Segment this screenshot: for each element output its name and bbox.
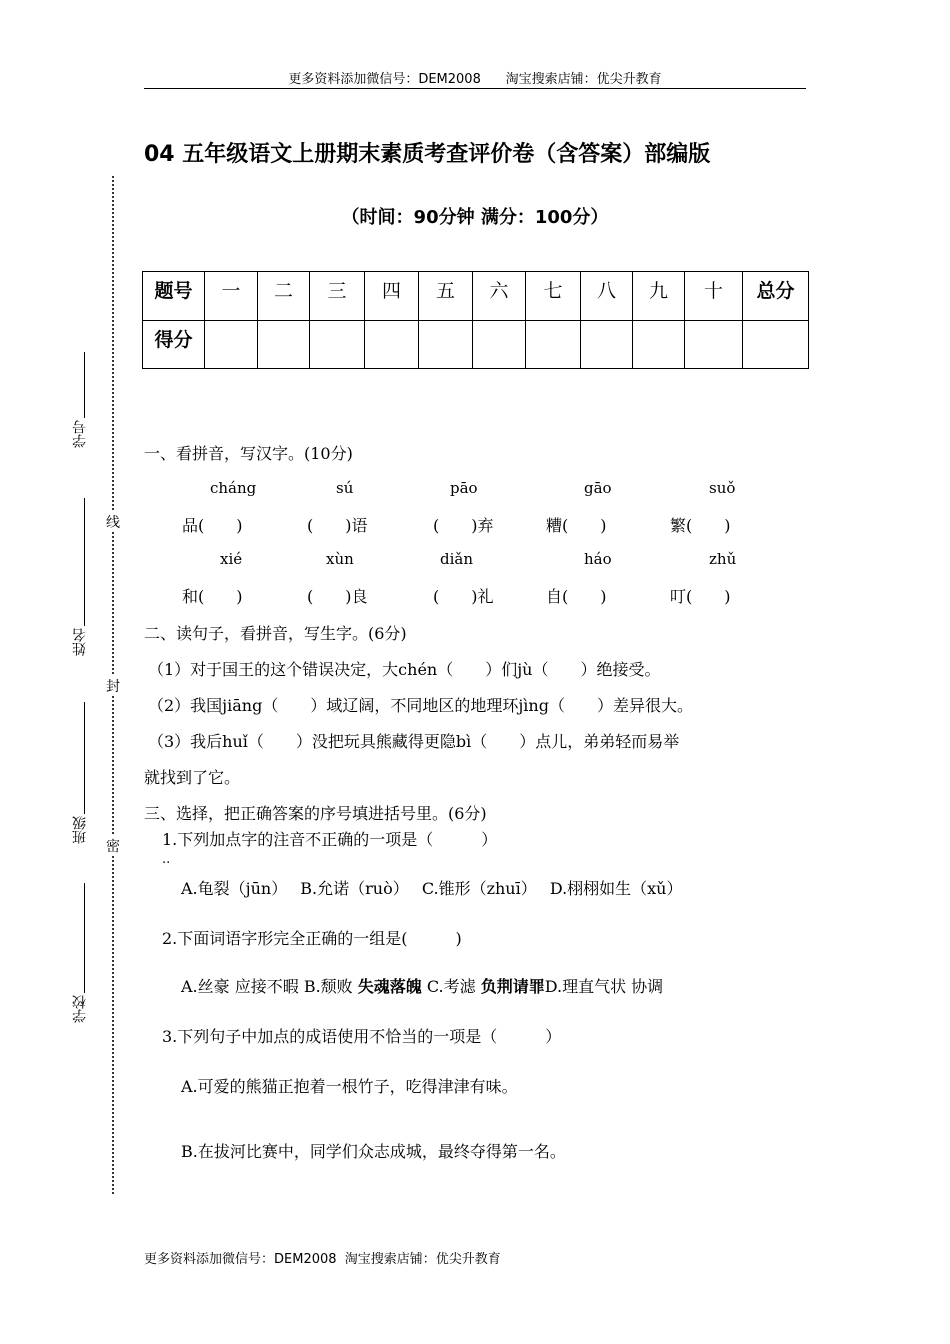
- pinyin: diǎn: [440, 550, 474, 568]
- score-cell[interactable]: [581, 320, 633, 369]
- word-blank[interactable]: 自( ): [546, 587, 607, 606]
- pinyin: xié: [220, 550, 243, 568]
- student-id-label: 学号: [72, 420, 88, 448]
- q1-emphasis-dots: ..: [162, 852, 171, 867]
- score-header-cell: 题号: [143, 272, 205, 321]
- q2-stem: 2.下面词语字形完全正确的一组是( ): [162, 929, 462, 948]
- q2-word-bold: 负荆请罪: [480, 977, 545, 996]
- score-cell[interactable]: [419, 320, 473, 369]
- exam-title: 04 五年级语文上册期末素质考查评价卷（含答案）部编版: [144, 142, 711, 167]
- score-header-cell: 总分: [743, 272, 809, 321]
- score-table-header-row: [143, 272, 809, 321]
- score-cell[interactable]: [743, 320, 809, 369]
- q3-option-b[interactable]: B.在拔河比赛中，同学们众志成城，最终夺得第一名。: [181, 1142, 566, 1161]
- q3-stem: 3.下列句子中加点的成语使用不恰当的一项是（ ）: [162, 1027, 562, 1046]
- pinyin: pāo: [450, 479, 478, 497]
- q2-option-d: D.理直气状 协调: [544, 977, 664, 996]
- score-header-cell: 九: [633, 272, 685, 321]
- score-cell[interactable]: [365, 320, 419, 369]
- section2-sentence[interactable]: （2）我国jiāng（ ）域辽阔，不同地区的地理环jìng（ ）差异很大。: [148, 696, 693, 715]
- word-blank[interactable]: ( )语: [307, 516, 368, 535]
- section2-heading: 二、读句子，看拼音，写生字。(6分): [144, 624, 407, 643]
- class-label: 班级: [72, 816, 88, 844]
- word-blank[interactable]: 繁( ): [670, 516, 731, 535]
- pinyin: sú: [336, 479, 354, 497]
- word-blank[interactable]: ( )弃: [433, 516, 494, 535]
- section2-sentence[interactable]: （3）我后huǐ（ ）没把玩具熊藏得更隐bì（ ）点儿，弟弟轻而易举: [148, 732, 680, 751]
- school-label: 学校: [72, 995, 88, 1023]
- word-blank[interactable]: ( )良: [307, 587, 368, 606]
- score-header-cell: 四: [365, 272, 419, 321]
- score-header-cell: 七: [526, 272, 581, 321]
- pinyin: cháng: [210, 479, 257, 497]
- pinyin: suǒ: [709, 479, 736, 497]
- section3-heading: 三、选择，把正确答案的序号填进括号里。(6分): [144, 804, 487, 823]
- section1-heading: 一、看拼音，写汉字。(10分): [144, 444, 353, 463]
- score-cell[interactable]: [310, 320, 365, 369]
- student-id-blank[interactable]: [84, 352, 85, 418]
- pinyin: gāo: [584, 479, 612, 497]
- section2-sentence: 就找到了它。: [144, 768, 241, 787]
- seal-char-seal: 封: [106, 676, 120, 696]
- score-header-cell: 三: [310, 272, 365, 321]
- name-label: 姓名: [72, 628, 88, 656]
- page-footer: 更多资料添加微信号：DEM2008 淘宝搜索店铺：优尖升教育: [144, 1252, 501, 1267]
- q2-option-ab: A.丝豪 应接不暇 B.颓败: [181, 977, 358, 996]
- seal-char-secret: 密: [106, 836, 120, 856]
- header-rule: [144, 88, 806, 89]
- pinyin: zhǔ: [709, 550, 737, 568]
- score-cell[interactable]: [258, 320, 310, 369]
- score-row-label: 得分: [143, 320, 205, 369]
- score-table-score-row: [143, 320, 809, 369]
- score-header-cell: 十: [685, 272, 743, 321]
- page-header: 更多资料添加微信号：DEM2008 淘宝搜索店铺：优尖升教育: [288, 72, 662, 87]
- word-blank[interactable]: 叮( ): [670, 587, 731, 606]
- score-header-cell: 六: [473, 272, 526, 321]
- word-blank[interactable]: 糟( ): [546, 516, 607, 535]
- school-blank[interactable]: [84, 883, 85, 993]
- score-cell[interactable]: [633, 320, 685, 369]
- pinyin: háo: [584, 550, 612, 568]
- score-cell[interactable]: [205, 320, 258, 369]
- word-blank[interactable]: 和( ): [182, 587, 243, 606]
- q3-option-a[interactable]: A.可爱的熊猫正抱着一根竹子，吃得津津有味。: [181, 1077, 518, 1096]
- word-blank[interactable]: 品( ): [182, 516, 243, 535]
- q2-options[interactable]: [181, 974, 663, 997]
- score-cell[interactable]: [685, 320, 743, 369]
- q2-word-bold: 失魂落魄: [357, 977, 422, 996]
- seal-char-line: 线: [106, 512, 120, 532]
- score-cell[interactable]: [526, 320, 581, 369]
- score-header-cell: 一: [205, 272, 258, 321]
- class-blank[interactable]: [84, 702, 85, 814]
- word-blank[interactable]: ( )礼: [433, 587, 494, 606]
- section2-sentence[interactable]: （1）对于国王的这个错误决定，大chén（ ）们jù（ ）绝接受。: [148, 660, 661, 679]
- pinyin: xùn: [326, 550, 354, 568]
- name-blank[interactable]: [84, 498, 85, 626]
- q1-options[interactable]: A.龟裂（jūn） B.允诺（ruò） C.锥形（zhuī） D.栩栩如生（xǔ）: [181, 879, 683, 898]
- score-header-cell: 二: [258, 272, 310, 321]
- score-table: [142, 271, 809, 369]
- score-cell[interactable]: [473, 320, 526, 369]
- q1-stem: 1.下列加点字的注音不正确的一项是（ ）: [162, 830, 498, 849]
- score-header-cell: 五: [419, 272, 473, 321]
- q2-option-c: C.考滤: [421, 977, 481, 996]
- score-header-cell: 八: [581, 272, 633, 321]
- exam-subtitle: （时间：90分钟 满分：100分）: [341, 207, 609, 228]
